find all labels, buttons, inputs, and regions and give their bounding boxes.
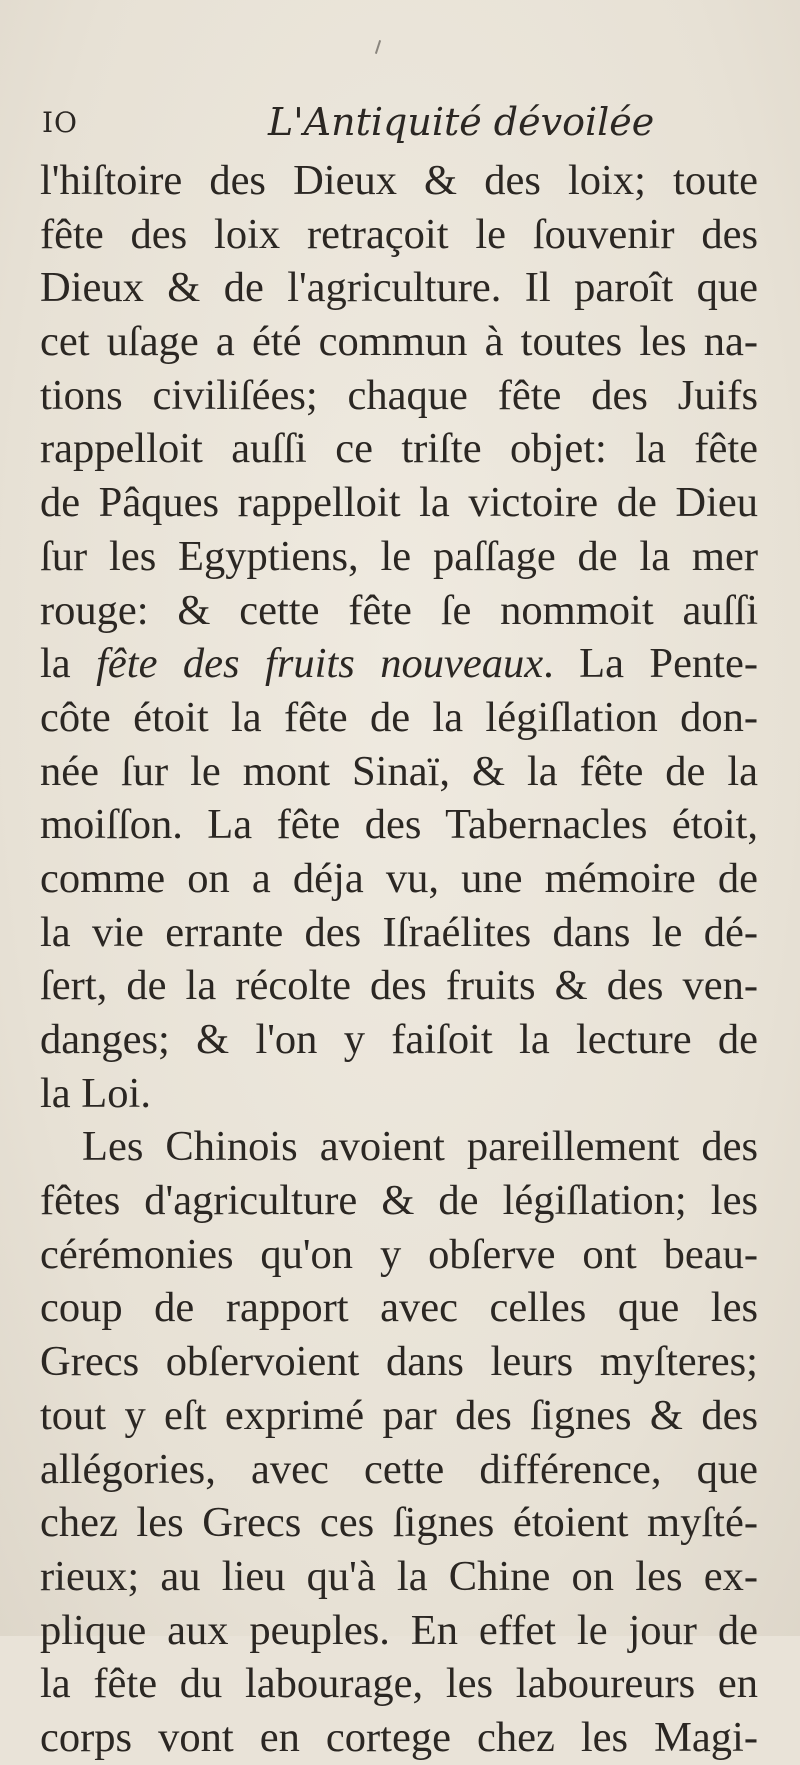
text-line: tions civiliſées; chaque fête des Juifs bbox=[40, 371, 758, 419]
text-line: la vie errante des Iſraélites dans le dé- bbox=[40, 908, 758, 956]
text-line: fêtes d'agriculture & de légiſlation; les bbox=[40, 1177, 758, 1225]
text-line: cérémonies qu'on y obſerve ont beau- bbox=[40, 1230, 758, 1278]
running-title: L'Antiquité dévoilée bbox=[268, 100, 655, 144]
text-line: ſert, de la récolte des fruits & des ven- bbox=[40, 962, 758, 1010]
text-line: rieux; au lieu qu'à la Chine on les ex- bbox=[40, 1552, 758, 1600]
text-line: ſur les Egyptiens, le paſſage de la mer bbox=[40, 532, 758, 580]
text-line: plique aux peuples. En effet le jour de bbox=[40, 1606, 758, 1654]
text-line: Dieux & de l'agriculture. Il paroît que bbox=[40, 264, 758, 312]
ink-mark bbox=[375, 40, 381, 54]
text-line: danges; & l'on y faiſoit la lecture de bbox=[40, 1016, 758, 1063]
text-line: cet uſage a été commun à toutes les na- bbox=[40, 318, 758, 366]
text-line: Les Chinois avoient pareillement des bbox=[82, 1123, 758, 1171]
text-line: fête des loix retraçoit le ſouvenir des bbox=[40, 210, 758, 258]
page-number: IO bbox=[42, 106, 79, 139]
text-line: corps vont en cortege chez les Magi- bbox=[40, 1713, 758, 1761]
text-line: née ſur le mont Sinaï, & la fête de la bbox=[40, 747, 758, 795]
body-text bbox=[40, 154, 758, 1765]
text-line: côte étoit la fête de la légiſlation don- bbox=[40, 693, 758, 741]
text-line: l'hiſtoire des Dieux & des loix; toute bbox=[40, 157, 758, 204]
text-line: coup de rapport avec celles que les bbox=[40, 1284, 758, 1332]
running-head bbox=[42, 100, 762, 146]
text-line: allégories, avec cette différence, que bbox=[40, 1445, 758, 1493]
text-line: chez les Grecs ces ſignes étoient myſté- bbox=[40, 1499, 758, 1547]
text-line: la fête des fruits nouveaux. La Pente- bbox=[40, 640, 759, 688]
text-line: la fête du labourage, les laboureurs en bbox=[40, 1660, 758, 1708]
text-line: comme on a déja vu, une mémoire de bbox=[40, 854, 758, 902]
text-line: de Pâques rappelloit la victoire de Dieu bbox=[40, 479, 758, 527]
text-line: moiſſon. La fête des Tabernacles étoit, bbox=[40, 801, 758, 849]
text-line: tout y eſt exprimé par des ſignes & des bbox=[40, 1391, 758, 1439]
text-line: rappelloit auſſi ce triſte objet: la fête bbox=[40, 425, 758, 473]
text-line: la Loi. bbox=[40, 1069, 151, 1117]
text-line: rouge: & cette fête ſe nommoit auſſi bbox=[40, 586, 758, 634]
italic-phrase: fête des fruits nouveaux bbox=[96, 640, 544, 688]
text-line: Grecs obſervoient dans leurs myſteres; bbox=[40, 1338, 758, 1386]
